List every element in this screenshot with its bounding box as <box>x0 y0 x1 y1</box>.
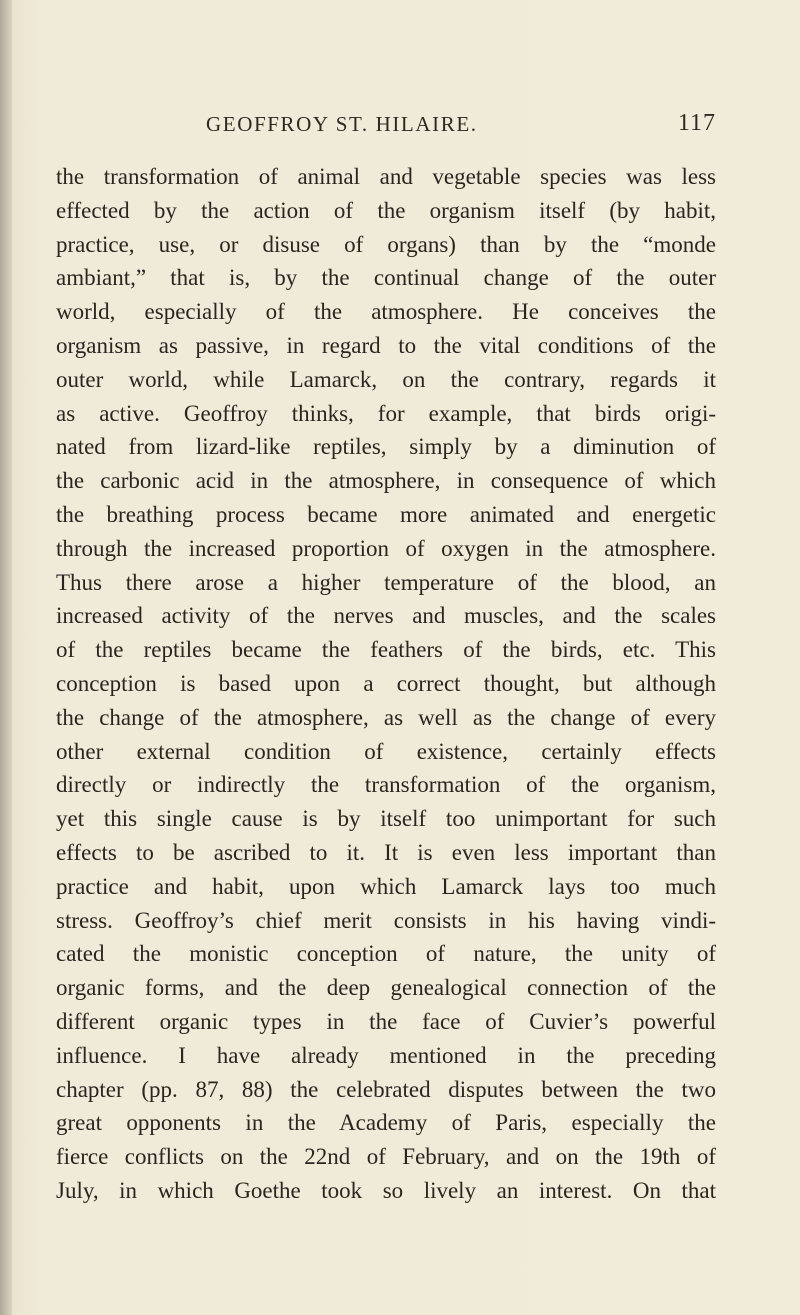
text-line: July, in which Goethe took so lively an interest. On that <box>56 1177 716 1203</box>
text-line: world, especially of the atmosphere. He conceives the <box>56 299 716 325</box>
text-line: organism as passive, in regard to the vital conditions of the <box>56 332 716 358</box>
text-line: practice and habit, upon which Lamarck lays too much <box>56 873 716 899</box>
text-line: influence. I have already mentioned in the preceding <box>56 1042 716 1068</box>
body-text <box>56 160 716 1208</box>
text-line: fierce conflicts on the 22nd of February, and on the 19th of <box>56 1144 716 1170</box>
text-line: practice, use, or disuse of organs) than by the “monde <box>56 231 716 257</box>
page-number: 117 <box>677 110 716 136</box>
text-line: conception is based upon a correct thought, but although <box>56 670 716 696</box>
text-line: other external condition of existence, certainly effects <box>56 738 716 764</box>
text-line: effects to be ascribed to it. It is even less important than <box>56 839 716 865</box>
text-line: yet this single cause is by itself too unimportant for such <box>56 806 716 832</box>
text-line: the breathing process became more animated and energetic <box>56 501 716 527</box>
text-line: stress. Geoffroy’s chief merit consists in his having vindi- <box>56 907 716 933</box>
gutter-shadow <box>0 0 12 1315</box>
text-line: outer world, while Lamarck, on the contrary, regards it <box>56 366 716 392</box>
text-line: chapter (pp. 87, 88) the celebrated disputes between the two <box>56 1076 716 1102</box>
text-line: Thus there arose a higher temperature of the blood, an <box>56 569 716 595</box>
text-line: the transformation of animal and vegetable species was less <box>56 164 716 189</box>
text-line: the carbonic acid in the atmosphere, in consequence of which <box>56 468 716 494</box>
text-line: nated from lizard-like reptiles, simply by a diminution of <box>56 434 716 460</box>
text-line: through the increased proportion of oxygen in the atmosphere. <box>56 535 716 561</box>
text-line: organic forms, and the deep genealogical connection of the <box>56 975 716 1001</box>
text-line: of the reptiles became the feathers of the birds, etc. This <box>56 637 716 663</box>
text-line: as active. Geoffroy thinks, for example, that birds origi- <box>56 400 716 426</box>
text-line: increased activity of the nerves and muscles, and the scales <box>56 603 716 629</box>
text-line: the change of the atmosphere, as well as the change of every <box>56 704 716 730</box>
text-line: directly or indirectly the transformation of the organism, <box>56 772 716 798</box>
running-head: GEOFFROY ST. HILAIRE. <box>206 112 478 136</box>
text-line: effected by the action of the organism itself (by habit, <box>56 197 716 223</box>
text-line: great opponents in the Academy of Paris, especially the <box>56 1110 716 1136</box>
text-line: cated the monistic conception of nature, the unity of <box>56 941 716 967</box>
text-line: different organic types in the face of Cuvier’s powerful <box>56 1008 716 1034</box>
text-line: ambiant,” that is, by the continual change of the outer <box>56 265 716 291</box>
page-header <box>56 112 716 152</box>
